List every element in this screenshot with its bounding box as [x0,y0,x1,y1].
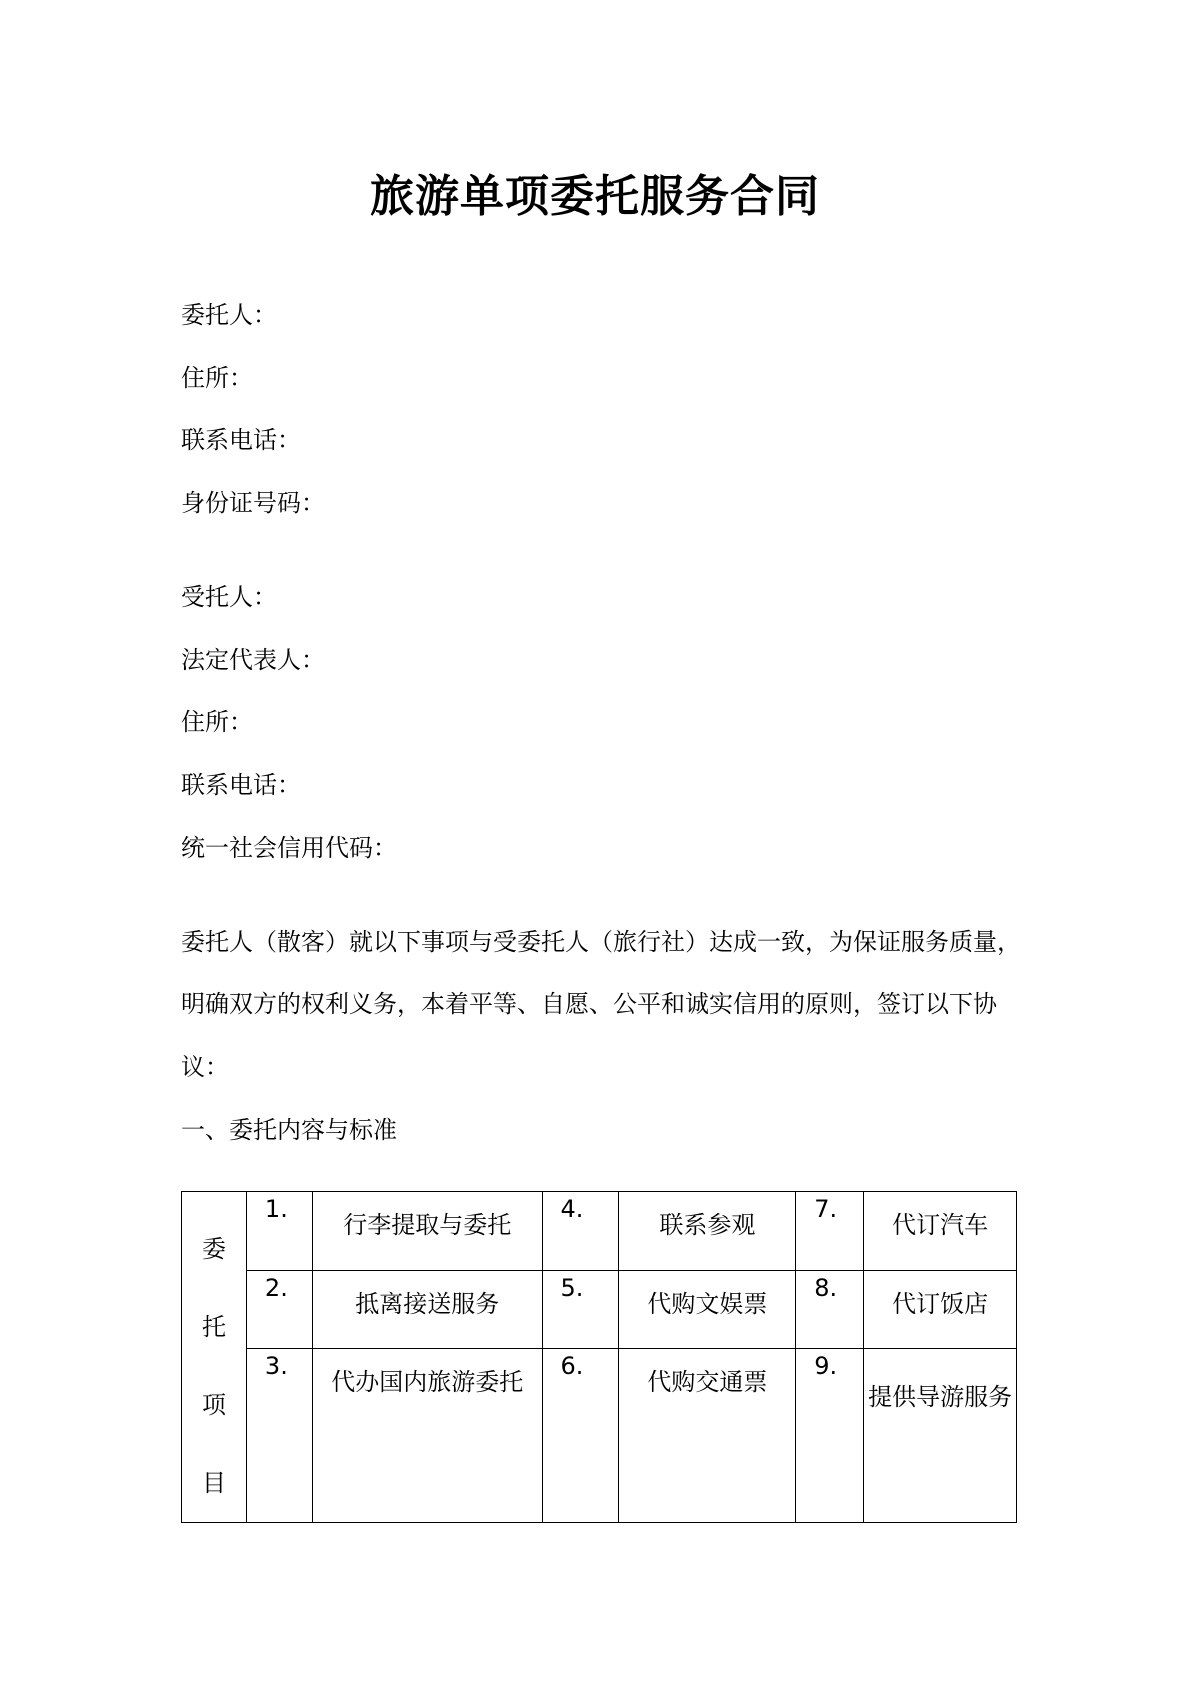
agent-credit-code-label: 统一社会信用代码： [181,834,397,862]
item-name: 行李提取与委托 [312,1192,542,1271]
agent-name-label: 受托人： [181,583,277,611]
item-number: 8. [796,1270,864,1349]
principal-name-label: 委托人： [181,301,277,329]
item-name: 提供导游服务 [864,1349,1017,1523]
page-title: 旅游单项委托服务合同 [370,171,820,222]
table-row [182,1270,1017,1349]
item-number: 3. [246,1349,312,1523]
row-label-cell [182,1192,247,1523]
item-name: 代订汽车 [864,1192,1017,1271]
item-name: 代办国内旅游委托 [312,1349,542,1523]
agent-legal-rep-label: 法定代表人： [181,646,325,674]
item-name: 代购文娱票 [619,1270,796,1349]
row-label-char: 托 [201,1313,226,1341]
table-row [182,1349,1017,1523]
row-label-char: 项 [201,1391,226,1419]
item-name: 抵离接送服务 [312,1270,542,1349]
table-row [182,1192,1017,1271]
agent-address-label: 住所： [181,708,253,736]
preamble-line: 明确双方的权利义务，本着平等、自愿、公平和诚实信用的原则，签订以下协 [181,990,997,1018]
item-name: 代订饭店 [864,1270,1017,1349]
agent-phone-label: 联系电话： [181,771,301,799]
commission-items-table [181,1191,1017,1523]
item-number: 4. [542,1192,619,1271]
principal-phone-label: 联系电话： [181,426,301,454]
item-number: 2. [246,1270,312,1349]
item-name: 联系参观 [619,1192,796,1271]
section-heading: 一、委托内容与标准 [181,1116,397,1144]
item-number: 6. [542,1349,619,1523]
preamble-line: 委托人（散客）就以下事项与受委托人（旅行社）达成一致，为保证服务质量， [181,928,1021,956]
item-number: 9. [796,1349,864,1523]
principal-address-label: 住所： [181,364,253,392]
item-name: 代购交通票 [619,1349,796,1523]
row-label-char: 委 [201,1235,226,1263]
item-number: 1. [246,1192,312,1271]
principal-id-label: 身份证号码： [181,489,325,517]
item-number: 5. [542,1270,619,1349]
item-number: 7. [796,1192,864,1271]
row-label-char: 目 [201,1469,226,1497]
preamble-line: 议： [181,1053,229,1081]
